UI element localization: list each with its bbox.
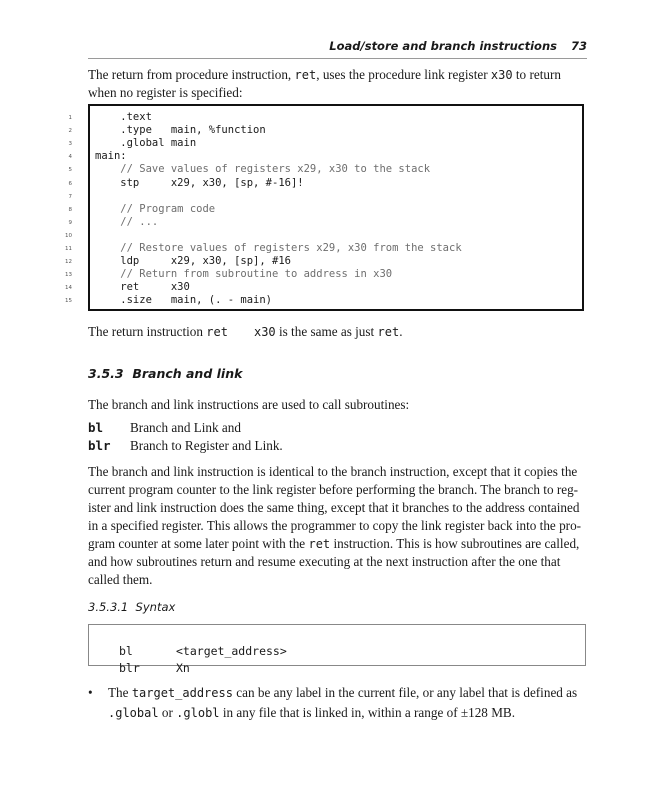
line-number: 3 [68, 141, 72, 148]
code-line [68, 190, 582, 203]
line-number: 11 [65, 246, 72, 252]
code-line [65, 268, 582, 281]
code-comment: // Save values of registers x29, x30 to the stack [95, 163, 431, 176]
code-line [68, 163, 582, 176]
code-comment: // Program code [95, 202, 216, 215]
line-number: 9 [68, 219, 72, 226]
code-line [65, 255, 582, 268]
code-line [65, 242, 582, 255]
code-comment: // Restore values of registers x29, x30 from the stack [95, 242, 462, 254]
line-number: 10 [65, 232, 72, 239]
ret-note: The return instruction ret x30 is the same as just ret. [88, 324, 403, 339]
definition-bl: bl Branch and Link and [88, 420, 241, 435]
code-text: .size main, (. - main) [95, 294, 273, 307]
page-number: 73 [570, 39, 587, 53]
code-comment: // Return from subroutine to address in x30 [95, 268, 393, 281]
section-intro: The branch and link instructions are used to call subroutines: [88, 397, 410, 412]
line-number: 6 [68, 180, 72, 187]
code-line [68, 215, 582, 229]
code-line [68, 137, 582, 150]
code-line [68, 124, 582, 137]
syntax-box [88, 624, 586, 675]
syntax-row-bl: bl <target_address> [119, 644, 287, 658]
code-line [65, 294, 582, 307]
code-text: main: [95, 150, 127, 163]
line-number: 5 [68, 167, 72, 174]
code-text: stp x29, x30, [sp, #-16]! [95, 176, 304, 189]
line-number: 14 [65, 285, 72, 292]
code-line [68, 150, 582, 163]
line-number: 8 [68, 206, 72, 213]
bullet-icon: • [88, 685, 93, 700]
intro-paragraph: The return from procedure instruction, ret, uses the procedure link register x30 to return when no register is specified: [88, 67, 561, 100]
syntax-row-blr: blr Xn [119, 661, 190, 675]
code-text: .global main [95, 137, 197, 150]
line-number: 7 [68, 193, 72, 200]
subsection-heading: 3.5.3.1 Syntax [88, 600, 176, 614]
code-text: ret x30 [95, 281, 190, 294]
code-line [68, 111, 582, 124]
line-number: 2 [68, 128, 72, 135]
code-comment: // ... [95, 215, 159, 228]
section-heading: 3.5.3 Branch and link [88, 366, 243, 381]
line-number: 15 [65, 298, 72, 305]
code-line [65, 281, 582, 294]
code-text: .type main, %function [95, 124, 266, 137]
code-text: .text [95, 111, 152, 123]
running-header [88, 38, 587, 59]
code-listing [65, 104, 584, 311]
explanation-paragraph: The branch and link instruction is identical to the branch instruction, except that it copies the current program counter to the link register before performing the branch. The branch to reg- ister and link instruction does the same thing, except that it branches to the address contained in a specified register. This allows the programmer to copy the link register back into the pro- gram counter at some later point with the ret instruction. This is how subroutines are called, and how subroutines return and resume executing at the next instruction after the one that called them. [88, 464, 582, 587]
code-text: ldp x29, x30, [sp], #16 [95, 255, 291, 268]
line-number: 1 [68, 115, 72, 121]
code-line [65, 229, 582, 242]
line-number: 13 [65, 272, 72, 279]
header-title: Load/store and branch instructions [329, 39, 557, 53]
line-number: 12 [65, 259, 72, 266]
line-number: 4 [68, 154, 72, 161]
definition-blr: blr Branch to Register and Link. [88, 438, 283, 453]
code-line [68, 176, 582, 190]
code-line [68, 202, 582, 216]
